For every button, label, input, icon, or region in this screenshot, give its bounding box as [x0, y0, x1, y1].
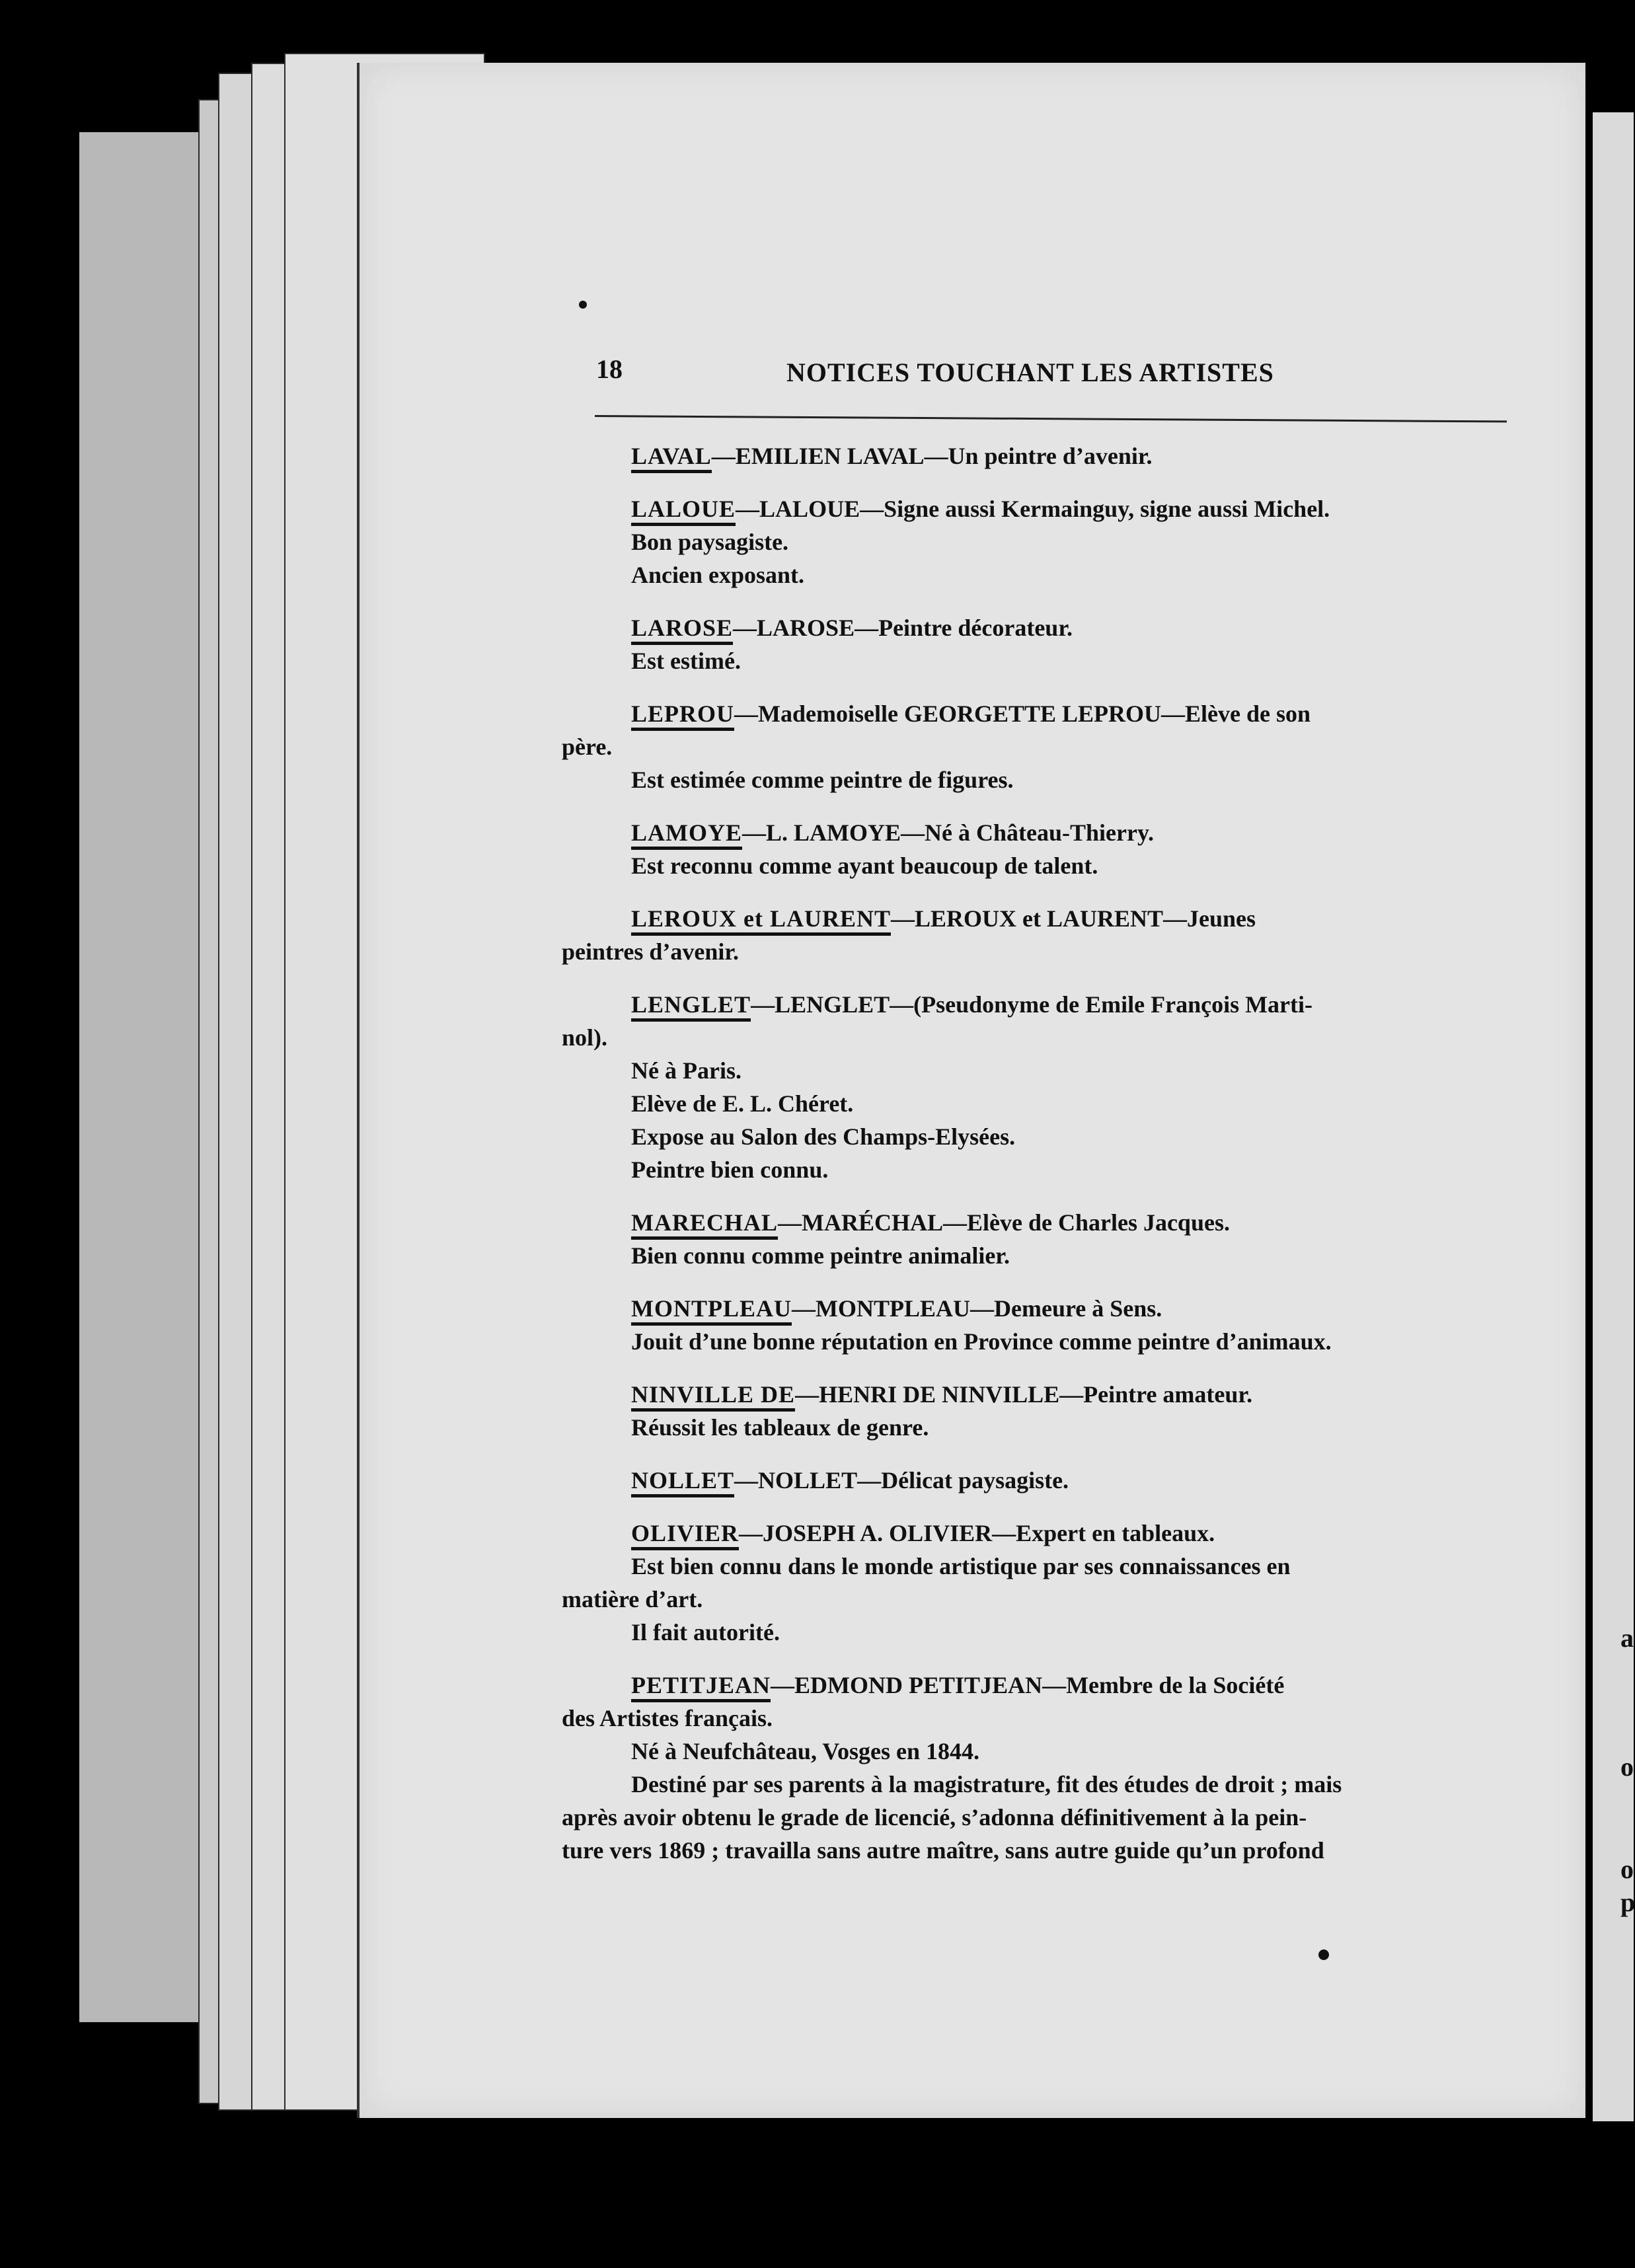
- entry-heading-text: —EMILIEN LAVAL—Un peintre d’avenir.: [711, 443, 1153, 469]
- artist-name: LENGLET: [631, 991, 751, 1022]
- artist-name: LEROUX et LAURENT: [631, 905, 891, 936]
- entry-line: père.: [562, 734, 613, 760]
- page-number: 18: [596, 354, 623, 384]
- entry-heading-text: —MONTPLEAU—Demeure à Sens.: [792, 1295, 1162, 1322]
- artist-name: LAVAL: [631, 443, 712, 473]
- entry-line: Il fait autorité.: [631, 1619, 780, 1645]
- entry-heading-text: —Mademoiselle GEORGETTE LEPROU—Elève de son: [734, 700, 1311, 727]
- entry-line: Peintre bien connu.: [631, 1156, 829, 1183]
- facing-page-char: o: [1620, 1752, 1634, 1782]
- entry-line: Bon paysagiste.: [631, 529, 789, 555]
- entry-heading-text: —LAROSE—Peintre décorateur.: [733, 615, 1073, 641]
- entry-heading-text: —NOLLET—Délicat paysagiste.: [734, 1467, 1069, 1493]
- entry-line: Elève de E. L. Chéret.: [631, 1090, 854, 1117]
- facing-page-edge: [1593, 112, 1634, 2121]
- entry-heading-text: —LEROUX et LAURENT—Jeunes: [891, 905, 1256, 932]
- artist-name: NINVILLE DE: [631, 1381, 795, 1412]
- entry-line: Destiné par ses parents à la magistrature, fit des études de droit ; mais: [631, 1771, 1342, 1797]
- entry-line: après avoir obtenu le grade de licencié, s’adonna définitivement à la pein-: [562, 1804, 1307, 1831]
- entry-heading-line: [562, 697, 1507, 730]
- entry-line: ture vers 1869 ; travailla sans autre maître, sans autre guide qu’un profond: [562, 1837, 1324, 1864]
- artist-name: LEPROU: [631, 700, 734, 731]
- entry-heading-text: —LENGLET—(Pseudonyme de Emile François Marti-: [751, 991, 1313, 1018]
- ink-speck: [1318, 1949, 1329, 1960]
- artist-name: MARECHAL: [631, 1209, 778, 1240]
- entry-line: Né à Paris.: [631, 1057, 741, 1084]
- entry-line: Jouit d’une bonne réputation en Province comme peintre d’animaux.: [631, 1328, 1332, 1355]
- entry-heading-text: —JOSEPH A. OLIVIER—Expert en tableaux.: [739, 1520, 1215, 1546]
- entry-heading-line: [562, 1378, 1507, 1411]
- facing-page-char: o: [1620, 1854, 1634, 1884]
- artist-entry: [562, 697, 1507, 796]
- artist-name: PETITJEAN: [631, 1672, 771, 1702]
- artist-entry: [562, 1464, 1507, 1497]
- entry-heading-text: —EDMOND PETITJEAN—Membre de la Société: [771, 1672, 1285, 1698]
- artist-name: LAROSE: [631, 615, 733, 645]
- entry-line: Réussit les tableaux de genre.: [631, 1414, 929, 1441]
- entry-list: [562, 439, 1507, 1887]
- entry-heading-text: —L. LAMOYE—Né à Château-Thierry.: [742, 819, 1154, 846]
- artist-entry: [562, 1292, 1507, 1358]
- entry-heading-line: [562, 1206, 1507, 1239]
- entry-heading-line: [562, 439, 1507, 472]
- running-head: NOTICES TOUCHANT LES ARTISTES: [786, 358, 1274, 387]
- entry-line: peintres d’avenir.: [562, 938, 740, 965]
- entry-heading-line: [562, 1669, 1507, 1702]
- artist-entry: [562, 988, 1507, 1186]
- artist-entry: [562, 902, 1507, 968]
- artist-entry: [562, 611, 1507, 677]
- entry-line: Bien connu comme peintre animalier.: [631, 1242, 1010, 1269]
- artist-entry: [562, 492, 1507, 591]
- artist-name: LAMOYE: [631, 819, 742, 850]
- entry-line: matière d’art.: [562, 1586, 703, 1612]
- artist-name: MONTPLEAU: [631, 1295, 792, 1326]
- artist-entry: [562, 816, 1507, 882]
- entry-line: Est estimé.: [631, 648, 741, 674]
- entry-line: Né à Neufchâteau, Vosges en 1844.: [631, 1738, 979, 1764]
- entry-heading-line: [562, 492, 1507, 525]
- artist-entry: [562, 1206, 1507, 1272]
- entry-line: Est bien connu dans le monde artistique par ses connaissances en: [631, 1553, 1291, 1579]
- artist-entry: [562, 439, 1507, 472]
- artist-name: LALOUE: [631, 496, 736, 526]
- entry-heading-line: [562, 816, 1507, 849]
- artist-entry: [562, 1517, 1507, 1649]
- artist-name: NOLLET: [631, 1467, 734, 1497]
- entry-heading-text: —MARÉCHAL—Elève de Charles Jacques.: [778, 1209, 1230, 1236]
- entry-heading-line: [562, 988, 1507, 1021]
- entry-heading-text: —HENRI DE NINVILLE—Peintre amateur.: [795, 1381, 1253, 1408]
- artist-name: OLIVIER: [631, 1520, 739, 1550]
- entry-heading-line: [562, 1292, 1507, 1325]
- entry-line: des Artistes français.: [562, 1705, 773, 1731]
- entry-heading-line: [562, 611, 1507, 644]
- entry-heading-line: [562, 902, 1507, 935]
- entry-line: Est reconnu comme ayant beaucoup de talent.: [631, 852, 1098, 879]
- artist-entry: [562, 1669, 1507, 1867]
- entry-line: Expose au Salon des Champs-Elysées.: [631, 1123, 1016, 1150]
- entry-heading-line: [562, 1517, 1507, 1550]
- entry-line: Ancien exposant.: [631, 562, 805, 588]
- facing-page-char: a: [1620, 1623, 1634, 1653]
- entry-line: Est estimée comme peintre de figures.: [631, 767, 1014, 793]
- ink-speck: [579, 301, 587, 309]
- entry-heading-line: [562, 1464, 1507, 1497]
- entry-line: nol).: [562, 1024, 608, 1051]
- facing-page-char: p: [1620, 1887, 1635, 1917]
- artist-entry: [562, 1378, 1507, 1444]
- entry-heading-text: —LALOUE—Signe aussi Kermainguy, signe aussi Michel.: [736, 496, 1330, 522]
